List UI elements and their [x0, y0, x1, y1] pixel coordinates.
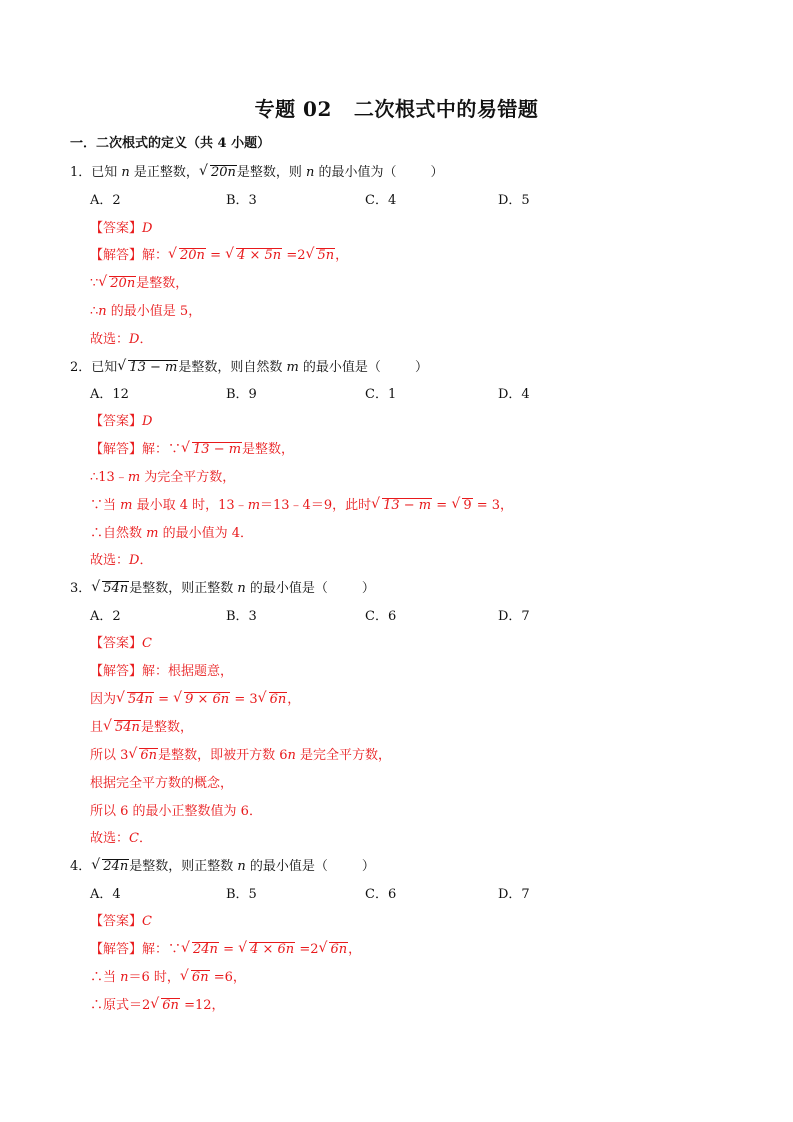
- sqrt-expression: √ 24n: [92, 858, 129, 876]
- sqrt-expression: √ 9 × 6n: [174, 691, 230, 709]
- sqrt-expression: √ 9: [452, 497, 472, 515]
- q2-solution-line: 【解答】解：∵√ 13 − m是整数，: [90, 441, 294, 459]
- q4-option-d: D．7: [498, 887, 530, 902]
- q3-solution-line: 所以 6 的最小正整数值为 6．: [90, 804, 262, 819]
- page-title: 专题 02 二次根式中的易错题: [254, 97, 539, 121]
- sqrt-expression: √ 24n: [182, 941, 219, 959]
- sqrt-expression: √ 6n: [129, 747, 158, 765]
- question-2: 2．已知√ 13 − m是整数，则自然数 m 的最小值是（ ）: [70, 359, 428, 377]
- q4-option-a: A．4: [90, 887, 121, 902]
- q1-option-c: C．4: [365, 193, 397, 208]
- q2-option-b: B．9: [226, 387, 257, 402]
- sqrt-expression: √ 13 − m: [182, 441, 242, 459]
- q1-option-d: D．5: [498, 193, 530, 208]
- q4-answer: 【答案】C: [90, 914, 152, 929]
- sqrt-expression: √ 54n: [92, 580, 129, 598]
- q4-solution-line: ∴原式＝2√ 6n =12，: [90, 997, 225, 1015]
- section-heading: 一．二次根式的定义（共 4 小题）: [70, 136, 271, 151]
- sqrt-expression: √ 4 × 6n: [239, 941, 295, 959]
- q1-solution-line: 故选：D．: [90, 332, 153, 347]
- q2-solution-line: ∴自然数 m 的最小值为 4．: [90, 526, 254, 541]
- q2-solution-line: ∵当 m 最小取 4 时，13﹣m＝13﹣4＝9，此时√ 13 − m = √ 9 = 3，: [90, 497, 513, 515]
- q1-solution-line: ∴n 的最小值是 5，: [90, 304, 202, 319]
- q4-solution-line: 【解答】解：∵√ 24n = √ 4 × 6n =2√ 6n，: [90, 941, 361, 959]
- q4-option-c: C．6: [365, 887, 397, 902]
- sqrt-expression: √ 6n: [151, 997, 180, 1015]
- q2-option-d: D．4: [498, 387, 530, 402]
- q2-option-a: A．12: [90, 387, 129, 402]
- sqrt-expression: √ 6n: [181, 969, 210, 987]
- q3-solution-line: 且√ 54n是整数，: [90, 719, 193, 737]
- sqrt-expression: √ 13 − m: [372, 497, 432, 515]
- q1-option-a: A．2: [90, 193, 121, 208]
- q2-solution-line: ∴13﹣m 为完全平方数，: [90, 470, 236, 485]
- sqrt-expression: √ 54n: [117, 691, 154, 709]
- q3-answer: 【答案】C: [90, 636, 152, 651]
- q3-solution-line: 因为√ 54n = √ 9 × 6n = 3√ 6n，: [90, 691, 300, 709]
- q3-solution-line: 所以 3√ 6n是整数，即被开方数 6n 是完全平方数，: [90, 747, 391, 765]
- q2-option-c: C．1: [365, 387, 397, 402]
- q3-solution-line: 【解答】解：根据题意，: [90, 664, 234, 679]
- q1-answer: 【答案】D: [90, 221, 153, 236]
- sqrt-expression: √ 20n: [99, 275, 136, 293]
- question-1: 1．已知 n 是正整数，√ 20n是整数，则 n 的最小值为（ ）: [70, 164, 444, 182]
- question-3: 3．√ 54n是整数，则正整数 n 的最小值是（ ）: [70, 580, 375, 598]
- question-4: 4．√ 24n是整数，则正整数 n 的最小值是（ ）: [70, 858, 375, 876]
- sqrt-expression: √ 5n: [306, 247, 335, 265]
- q3-option-d: D．7: [498, 609, 530, 624]
- sqrt-expression: √ 4 × 5n: [226, 247, 282, 265]
- sqrt-expression: √ 13 − m: [118, 359, 178, 377]
- q3-solution-line: 根据完全平方数的概念，: [90, 776, 234, 791]
- q3-option-b: B．3: [226, 609, 257, 624]
- q2-solution-line: 故选：D．: [90, 553, 153, 568]
- q4-option-b: B．5: [226, 887, 257, 902]
- q3-solution-line: 故选：C．: [90, 831, 152, 846]
- q1-solution-line: 【解答】解：√ 20n = √ 4 × 5n =2√ 5n，: [90, 247, 348, 265]
- q4-solution-line: ∴当 n＝6 时，√ 6n =6，: [90, 969, 246, 987]
- sqrt-expression: √ 6n: [319, 941, 348, 959]
- q1-solution-line: ∵√ 20n是整数，: [90, 275, 188, 293]
- sqrt-expression: √ 54n: [104, 719, 141, 737]
- sqrt-expression: √ 20n: [200, 164, 237, 182]
- sqrt-expression: √ 6n: [259, 691, 288, 709]
- sqrt-expression: √ 20n: [169, 247, 206, 265]
- q3-option-c: C．6: [365, 609, 397, 624]
- q1-option-b: B．3: [226, 193, 257, 208]
- q3-option-a: A．2: [90, 609, 121, 624]
- q2-answer: 【答案】D: [90, 414, 153, 429]
